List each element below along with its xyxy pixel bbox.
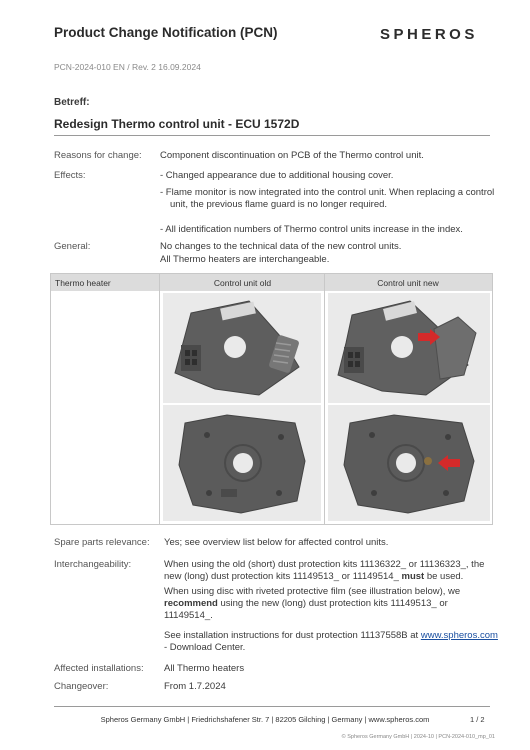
general-label: General:	[54, 241, 91, 252]
photo-new-unit-bottom	[328, 405, 490, 521]
interchangeability-label: Interchangeability:	[54, 559, 132, 570]
interchangeability-paragraph-3: See installation instructions for dust protection 11137558B at www.spheros.com - Download Center.	[164, 630, 498, 653]
reasons-label: Reasons for change:	[54, 150, 142, 161]
changeover-text: From 1.7.2024	[164, 681, 226, 692]
subject-title: Redesign Thermo control unit - ECU 1572D	[54, 117, 300, 131]
header-thermo-heater: Thermo heater	[55, 278, 111, 288]
interchangeability-paragraph-1: When using the old (short) dust protection kits 11136322_ or 11136323_, the new (long) dust protection kits 11149513_ or 11149514_ must be used.	[164, 559, 485, 582]
spare-parts-label: Spare parts relevance:	[54, 537, 150, 548]
document-reference: PCN-2024-010 EN / Rev. 2 16.09.2024	[54, 62, 201, 72]
footer-company-info: Spheros Germany GmbH | Friedrichshafener Str. 7 | 82205 Gilching | Germany | www.spheros.com	[100, 715, 430, 724]
subject-label: Betreff:	[54, 97, 90, 108]
changeover-label: Changeover:	[54, 681, 109, 692]
effects-item: - Flame monitor is now integrated into the control unit. When replacing a control unit, the previous flame guard is no longer required.	[160, 187, 495, 210]
interchangeability-paragraph-2: When using disc with riveted protective film (see illustration below), we recommend using the new (long) dust protection kits 11149513_ or 11149514_.	[164, 586, 461, 621]
effects-item: - All identification numbers of Thermo control units increase in the index.	[160, 224, 463, 235]
general-line-1: No changes to the technical data of the new control units.	[160, 241, 402, 252]
table-divider	[159, 274, 160, 524]
photo-new-unit-top	[328, 293, 490, 403]
photo-old-unit-bottom	[163, 405, 321, 521]
effects-item: - Changed appearance due to additional housing cover.	[160, 170, 394, 181]
spheros-website-link[interactable]: www.spheros.com	[420, 630, 498, 641]
affected-installations-label: Affected installations:	[54, 663, 144, 674]
subject-divider	[54, 135, 490, 136]
reasons-text: Component discontinuation on PCB of the Thermo control unit.	[160, 150, 424, 161]
header-control-unit-new: Control unit new	[377, 278, 439, 288]
table-divider	[324, 274, 325, 524]
comparison-table	[50, 273, 493, 525]
page-number: 1 / 2	[470, 715, 485, 724]
affected-installations-text: All Thermo heaters	[164, 663, 245, 674]
footer-divider	[54, 706, 490, 707]
spheros-logo	[380, 24, 490, 47]
spare-parts-text: Yes; see overview list below for affected control units.	[164, 537, 389, 548]
effects-label: Effects:	[54, 170, 86, 181]
header-control-unit-old: Control unit old	[213, 278, 272, 288]
logo-wordmark: SPHEROS	[380, 26, 478, 43]
general-line-2: All Thermo heaters are interchangeable.	[160, 254, 330, 265]
document-title: Product Change Notification (PCN)	[54, 25, 278, 40]
copyright-notice: © Spheros Germany GmbH | 2024-10 | PCN-2024-010_mp_01	[341, 734, 495, 740]
photo-old-unit-top	[163, 293, 321, 403]
